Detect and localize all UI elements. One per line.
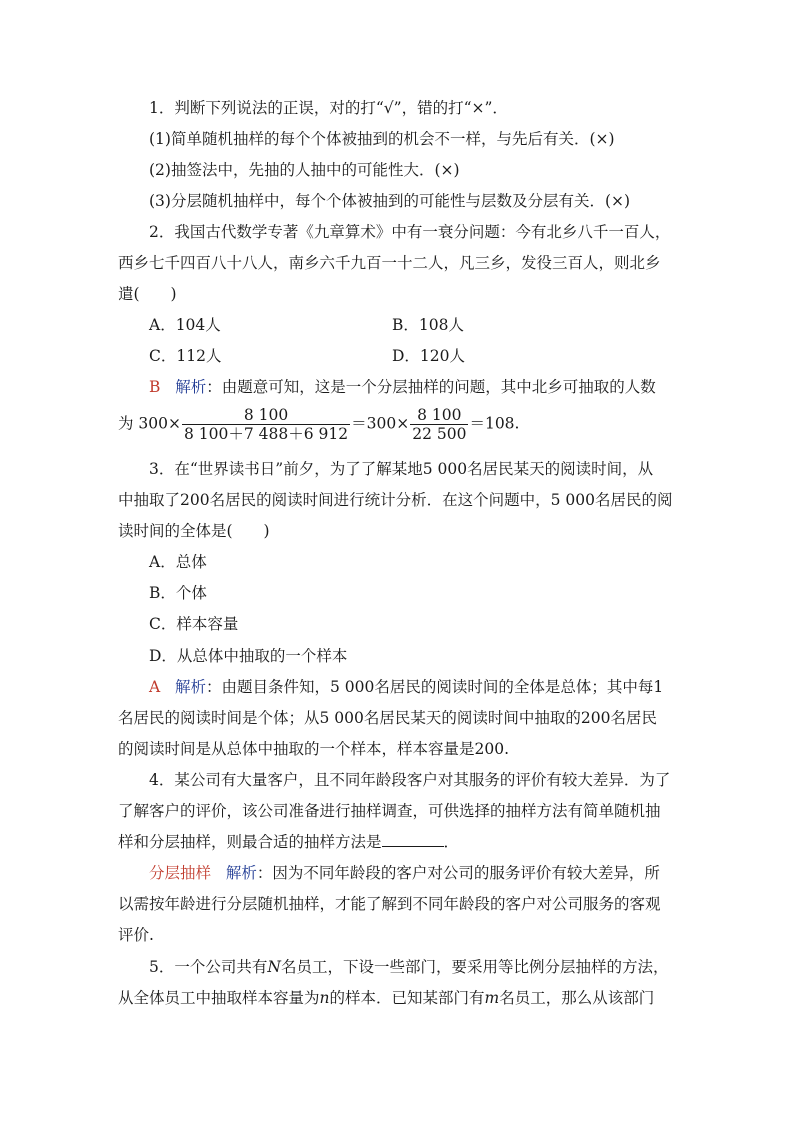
q2-analysis <box>149 377 656 397</box>
q2-option-a: A．104人 <box>149 316 221 334</box>
q5-line2-a: 从全体员工中抽取样本容量为 <box>118 989 320 1007</box>
q3-analysis-line-3: 的阅读时间是从总体中抽取的一个样本，样本容量是200. <box>118 740 510 758</box>
q2-answer: B <box>149 378 161 396</box>
fraction-1-denominator: 8 100＋7 488＋6 912 <box>184 425 349 443</box>
answer-blank <box>382 832 444 847</box>
q5-var-m: m <box>484 989 500 1007</box>
q5-stem-line-1 <box>149 957 668 977</box>
q5-line1-a: 5．一个公司共有 <box>149 958 268 976</box>
fraction-2 <box>410 406 468 443</box>
fraction-1-numerator: 8 100 <box>243 406 289 424</box>
fraction-2-denominator: 22 500 <box>412 425 467 443</box>
q5-var-N: N <box>267 958 281 976</box>
q4-analysis-text-1: ：因为不同年龄段的客户对公司的服务评价有较大差异，所 <box>256 864 660 882</box>
q5-line2-c: 名员工，那么从该部门 <box>499 989 655 1007</box>
q5-var-n: n <box>319 989 330 1007</box>
q1-stem: 1．判断下列说法的正误，对的打“√”，错的打“×”． <box>149 99 508 117</box>
q2-stem-line-2: 西乡七千四百八十八人，南乡六千九百一十二人，凡三乡，发役三百人，则北乡 <box>118 254 661 272</box>
q1-item-2: (2)抽签法中，先抽的人抽中的可能性大．(×) <box>149 161 460 179</box>
q2-analysis-label: 解析 <box>175 378 207 396</box>
q1-item-3: (3)分层随机抽样中，每个个体被抽到的可能性与层数及分层有关．(×) <box>149 192 631 210</box>
fraction-1 <box>182 406 350 443</box>
q4-analysis-line-2: 以需按年龄进行分层随机抽样，才能了解到不同年龄段的客户对公司服务的客观 <box>118 895 661 913</box>
fraction-2-numerator: 8 100 <box>417 406 462 424</box>
calc-prefix: 为 300× <box>118 414 181 433</box>
q4-stem-line-3 <box>118 832 459 852</box>
q4-stem-line-1: 4．某公司有大量客户，且不同年龄段客户对其服务的评价有较大差异．为了 <box>149 771 671 789</box>
q3-stem-line-2: 中抽取了200名居民的阅读时间进行统计分析．在这个问题中，5 000名居民的阅 <box>118 491 673 509</box>
q4-answer: 分层抽样 <box>149 864 212 882</box>
q5-stem-line-2 <box>118 988 654 1008</box>
q2-calculation <box>118 406 519 443</box>
q3-analysis-label: 解析 <box>175 678 207 696</box>
q3-analysis-text-1: ：由题目条件知，5 000名居民的阅读时间的全体是总体；其中每1 <box>206 678 664 696</box>
q2-option-b: B．108人 <box>392 316 464 334</box>
q4-stem-line-3-text: 样和分层抽样，则最合适的抽样方法是 <box>118 833 382 851</box>
q4-analysis-line-3: 评价. <box>118 926 154 944</box>
q4-analysis-line-1 <box>149 863 660 883</box>
q3-answer: A <box>149 678 161 696</box>
q5-line2-b: 的样本．已知某部门有 <box>329 989 485 1007</box>
q3-option-b: B．个体 <box>149 584 207 602</box>
calc-suffix: ＝108. <box>469 414 520 433</box>
q3-option-d: D．从总体中抽取的一个样本 <box>149 647 348 665</box>
q4-stem-line-2: 了解客户的评价，该公司准备进行抽样调查，可供选择的抽样方法有简单随机抽 <box>118 802 661 820</box>
q3-option-c: C．样本容量 <box>149 615 239 633</box>
q3-analysis-line-1 <box>149 677 663 697</box>
q3-option-a: A．总体 <box>149 553 207 571</box>
q1-item-1: (1)简单随机抽样的每个个体被抽到的机会不一样，与先后有关．(×) <box>149 130 615 148</box>
q2-option-d: D．120人 <box>392 347 466 365</box>
q4-analysis-label: 解析 <box>225 864 257 882</box>
q2-stem-line-3: 遣( ) <box>118 285 177 303</box>
calc-mid: ＝300× <box>351 414 410 433</box>
q5-line1-b: 名员工，下设一些部门，要采用等比例分层抽样的方法， <box>280 958 669 976</box>
q2-stem-line-1: 2．我国古代数学专著《九章算术》中有一衰分问题：今有北乡八千一百人， <box>149 223 671 241</box>
q2-analysis-text: ：由题意可知，这是一个分层抽样的问题，其中北乡可抽取的人数 <box>206 378 656 396</box>
q3-stem-line-1: 3．在“世界读书日”前夕，为了了解某地5 000名居民某天的阅读时间，从 <box>149 460 654 478</box>
q3-stem-line-3: 读时间的全体是( ) <box>118 522 270 540</box>
q3-analysis-line-2: 名居民的阅读时间是个体；从5 000名居民某天的阅读时间中抽取的200名居民 <box>118 709 657 727</box>
q2-option-c: C．112人 <box>149 347 222 365</box>
q4-stem-end: ． <box>443 833 460 851</box>
